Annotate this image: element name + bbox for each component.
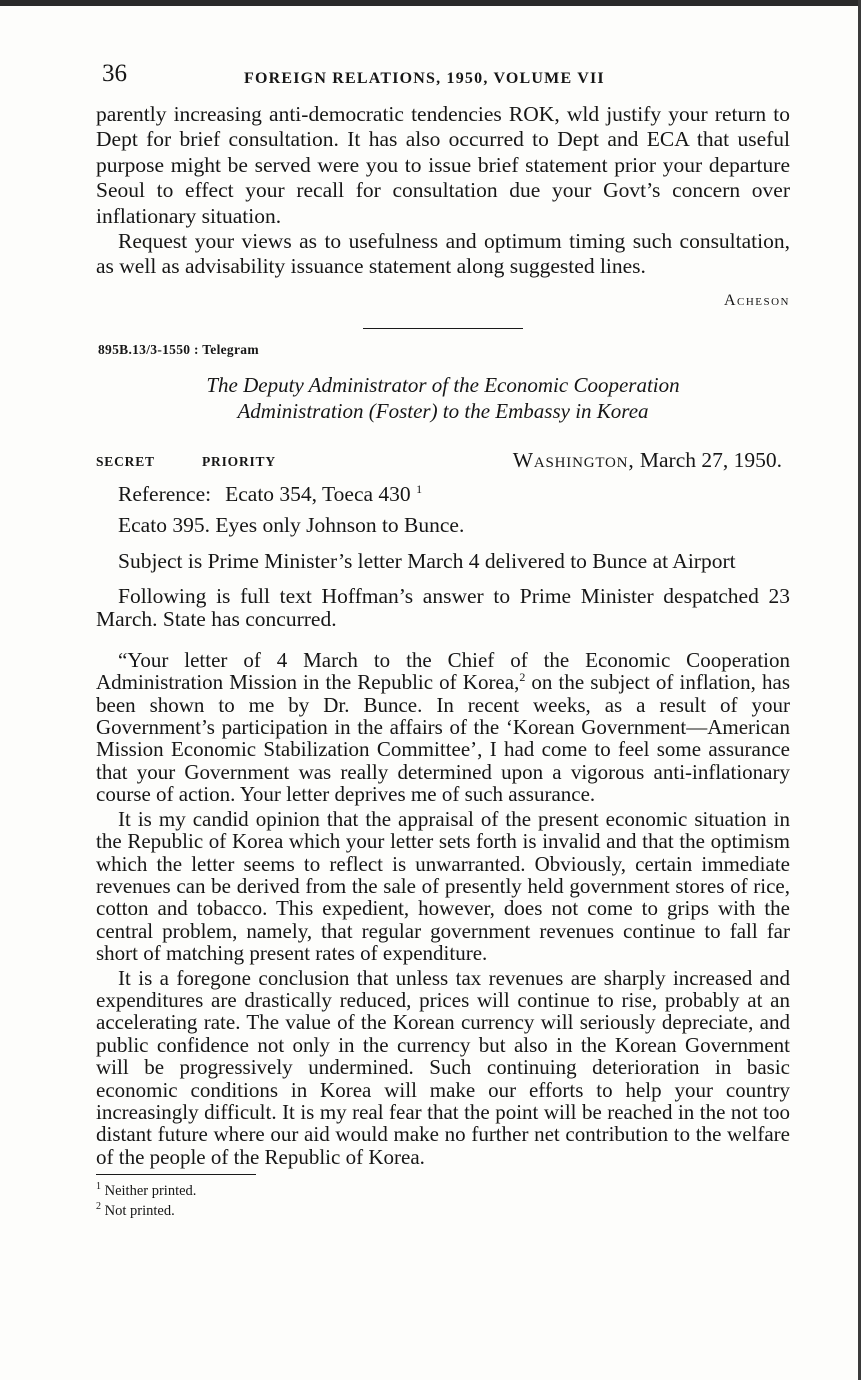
footnote-2-mark: 2 [96, 1201, 101, 1213]
continued-paragraph: parently increasing anti-democratic tendencies ROK, wld justify your return to Dept for brief consultation. It has also occurred to Dept and ECA that useful purpose might be served were you to issue brief statement prior your departure Seoul to effect your recall for consultation due your Govt’s concern over inflationary situation. [96, 102, 790, 228]
date: March 27, 1950. [639, 447, 782, 472]
footnote-1-mark: 1 [96, 1181, 101, 1193]
following-paragraph: Following is full text Hoffman’s answer to Prime Minister despatched 23 March. State has concurred. [96, 583, 790, 631]
footnotes [96, 1179, 790, 1219]
document-title-line-2: Administration (Foster) to the Embassy in Korea [237, 398, 649, 423]
reference-line [118, 482, 790, 507]
classification-secret: SECRET [96, 453, 155, 469]
document-title-line-1: The Deputy Administrator of the Economic Cooperation [206, 372, 680, 397]
letter-paragraph-1-end: on the subject of inflation, has been shown to me by Dr. Bunce. In recent weeks, as a result of your Government’s participation in the affairs of the ‘Korean Government—American Mission Economic Stabilization Committee’, I had come to feel some assurance that your Government was really determined upon a vigorous anti-inflationary course of action. Your letter deprives me of such assurance. [96, 670, 790, 807]
request-paragraph: Request your views as to usefulness and optimum timing such consultation, as well as advisability issuance statement along suggested lines. [96, 229, 790, 279]
signature-acheson: Acheson [723, 291, 790, 309]
place-date [513, 448, 782, 473]
eyes-only-line: Ecato 395. Eyes only Johnson to Bunce. [118, 512, 465, 537]
footnote-mark-1: 1 [416, 481, 423, 496]
classification-priority: PRIORITY [202, 453, 276, 469]
document-title [96, 372, 790, 424]
letter-paragraph-3: It is a foregone conclusion that unless tax revenues are sharply increased and expenditures are drastically reduced, prices will continue to rise, probably at an accelerating rate. The value of the Korean currency will seriously depreciate, and public confidence not only in the currency but also in the Korean Government will be progressively undermined. Such continuing deterioration in basic economic conditions in Korea will make our efforts to help your country increasingly difficult. It is my real fear that the point will be reached in the not too distant future where our aid would make no further net contribution to the welfare of the people of the Republic of Korea. [96, 965, 790, 1169]
section-divider [363, 328, 523, 329]
reference-text: Ecato 354, Toeca 430 [225, 481, 411, 506]
letter-paragraph-2: It is my candid opinion that the appraisal of the present economic situation in the Republic of Korea which your letter sets forth is invalid and that the optimism which the letter seems to reflect is unwarranted. Obviously, certain immediate revenues can be derived from the sale of presently held government stores of rice, cotton and tobacco. This expedient, however, does not come to grips with the central problem, namely, that regular government revenues continue to fall far short of matching present rates of expenditure. [96, 806, 790, 966]
subject-paragraph: Subject is Prime Minister’s letter March 4 delivered to Bunce at Airport [118, 548, 736, 573]
place: Washington, [512, 447, 635, 472]
footnote-divider [96, 1174, 256, 1175]
letter-paragraph-1 [96, 649, 790, 806]
footnote-mark-2: 2 [519, 670, 526, 685]
file-number: 895B.13/3-1550 : Telegram [98, 341, 259, 357]
footnote-1 [96, 1179, 790, 1199]
reference-label: Reference: [118, 481, 212, 506]
letter-paragraph-1-start: “Your letter of 4 March to the Chief of the Economic Cooperation Administration Mission in the Republic of Korea, [96, 647, 790, 695]
footnote-1-text: Neither printed. [104, 1183, 197, 1200]
scan-edge-top [0, 0, 861, 6]
footnote-2 [96, 1199, 790, 1219]
running-title: FOREIGN RELATIONS, 1950, VOLUME VII [244, 70, 605, 87]
dateline [96, 444, 790, 476]
running-head [96, 56, 790, 96]
page-content [96, 56, 790, 1219]
letter-text [96, 649, 790, 1168]
footnote-2-text: Not printed. [104, 1202, 175, 1219]
page-number: 36 [102, 60, 127, 87]
